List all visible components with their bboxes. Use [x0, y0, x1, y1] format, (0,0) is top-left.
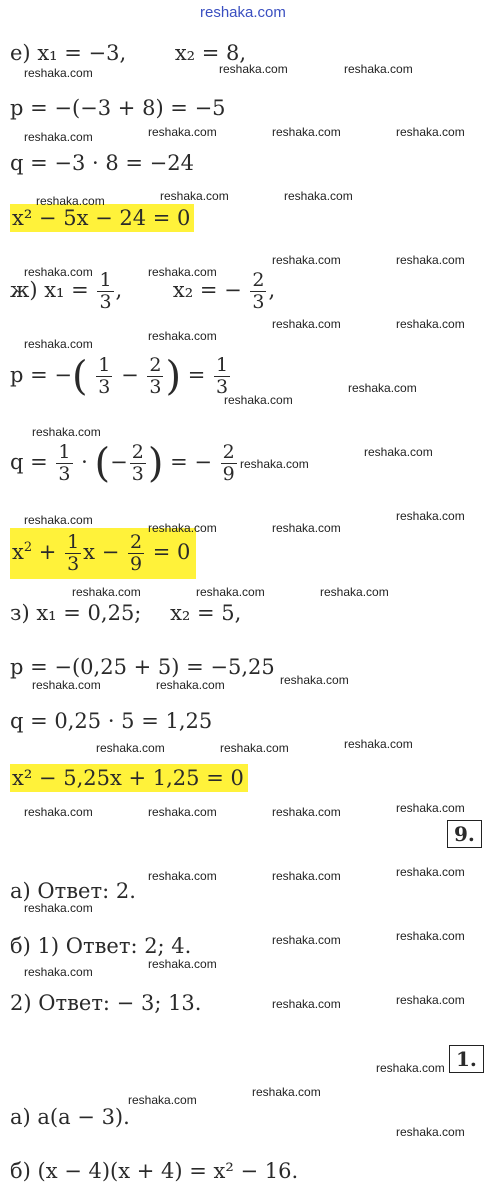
- watermark: reshaka.com: [24, 265, 93, 279]
- watermark: reshaka.com: [24, 965, 93, 979]
- zh-x1-fraction: $\frac{1}{3}$: [99, 269, 112, 313]
- zh-x2-lhs: x₂ = −: [172, 278, 242, 302]
- watermark: reshaka.com: [148, 957, 217, 971]
- zh-q-line: q = $\frac{1}{3}$ · (− $\frac{2}{3}$ ) = − $\frac{2}{9}$: [10, 440, 235, 487]
- watermark: reshaka.com: [32, 678, 101, 692]
- watermark: reshaka.com: [272, 933, 341, 947]
- zh-label: ж): [10, 278, 38, 302]
- watermark: reshaka.com: [272, 805, 341, 819]
- watermark: reshaka.com: [396, 993, 465, 1007]
- task1-a: а) a(a − 3).: [10, 1105, 130, 1129]
- watermark: reshaka.com: [344, 62, 413, 76]
- watermark: reshaka.com: [320, 585, 389, 599]
- task-1-number: 1.: [449, 1045, 484, 1073]
- zh-p-frac-b: $\frac{2}{3}$: [149, 354, 162, 398]
- task1-b: б) (x − 4)(x + 4) = x² − 16.: [10, 1159, 299, 1183]
- watermark: reshaka.com: [272, 317, 341, 331]
- watermark: reshaka.com: [96, 741, 165, 755]
- z-equation-highlight: x² − 5,25x + 1,25 = 0: [10, 764, 248, 792]
- watermark: reshaka.com: [396, 865, 465, 879]
- watermark: reshaka.com: [36, 194, 105, 208]
- watermark: reshaka.com: [220, 741, 289, 755]
- zh-q-frac-a: $\frac{1}{3}$: [58, 441, 71, 485]
- watermark: reshaka.com: [348, 381, 417, 395]
- zh-x1-lhs: x₁ =: [44, 278, 89, 302]
- watermark: reshaka.com: [24, 513, 93, 527]
- watermark: reshaka.com: [240, 457, 309, 471]
- watermark: reshaka.com: [196, 585, 265, 599]
- watermark: reshaka.com: [396, 253, 465, 267]
- watermark: reshaka.com: [272, 521, 341, 535]
- e-label: е): [10, 41, 31, 65]
- z-root2: x₂ = 5,: [170, 601, 242, 625]
- zh-eq-frac-b: $\frac{2}{9}$: [129, 531, 143, 575]
- zh-equation-highlight: $x^2$ + $\frac{1}{3}$ x − $\frac{2}{9}$ = 0: [10, 528, 196, 579]
- zh-q-frac-b: $\frac{2}{3}$: [131, 441, 144, 485]
- z-equation: [10, 765, 248, 791]
- watermark: reshaka.com: [272, 869, 341, 883]
- zh-p-frac-a: $\frac{1}{3}$: [98, 354, 111, 398]
- watermark: reshaka.com: [396, 1125, 465, 1139]
- watermark: reshaka.com: [156, 678, 225, 692]
- zh-p-line: p = −( $\frac{1}{3}$ − $\frac{2}{3}$ ) = $\frac{1}{3}$: [10, 353, 229, 400]
- z-label: з): [10, 601, 30, 625]
- watermark: reshaka.com: [32, 425, 101, 439]
- z-p-line: p = −(0,25 + 5) = −5,25: [10, 655, 275, 679]
- e-equation-highlight: x² − 5x − 24 = 0: [10, 204, 194, 232]
- z-root1: x₁ = 0,25;: [36, 601, 142, 625]
- task9-b1: б) 1) Ответ: 2; 4.: [10, 934, 192, 958]
- watermark: reshaka.com: [396, 509, 465, 523]
- watermark: reshaka.com: [396, 125, 465, 139]
- watermark: reshaka.com: [272, 253, 341, 267]
- watermark: reshaka.com: [148, 125, 217, 139]
- watermark: reshaka.com: [148, 805, 217, 819]
- watermark: reshaka.com: [24, 337, 93, 351]
- e-root1: x₁ = −3,: [37, 41, 127, 65]
- e-roots-line: [10, 40, 246, 66]
- z-q-line: q = 0,25 · 5 = 1,25: [10, 709, 213, 733]
- z-roots-line: [10, 600, 241, 626]
- zh-equation: [10, 528, 196, 579]
- zh-q-frac-result: $\frac{2}{9}$: [222, 441, 235, 485]
- watermark: reshaka.com: [24, 130, 93, 144]
- watermark: reshaka.com: [344, 737, 413, 751]
- watermark: reshaka.com: [376, 1061, 445, 1075]
- task9-a: а) Ответ: 2.: [10, 879, 136, 903]
- watermark: reshaka.com: [396, 801, 465, 815]
- zh-p-frac-result: $\frac{1}{3}$: [216, 354, 229, 398]
- watermark: reshaka.com: [252, 1085, 321, 1099]
- zh-q-lhs: q =: [10, 450, 48, 474]
- watermark: reshaka.com: [148, 869, 217, 883]
- watermark: reshaka.com: [24, 805, 93, 819]
- e-root2: x₂ = 8,: [174, 41, 247, 65]
- watermark: reshaka.com: [364, 445, 433, 459]
- watermark: reshaka.com: [396, 317, 465, 331]
- watermark: reshaka.com: [24, 66, 93, 80]
- e-equation: [10, 205, 194, 231]
- watermark: reshaka.com: [148, 521, 217, 535]
- e-q-line: q = −3 · 8 = −24: [10, 151, 194, 175]
- watermark: reshaka.com: [396, 929, 465, 943]
- watermark: reshaka.com: [272, 997, 341, 1011]
- watermark: reshaka.com: [284, 189, 353, 203]
- watermark: reshaka.com: [24, 901, 93, 915]
- watermark: reshaka.com: [219, 62, 288, 76]
- zh-x2-fraction: $\frac{2}{3}$: [252, 269, 265, 313]
- watermark: reshaka.com: [224, 393, 293, 407]
- watermark: reshaka.com: [72, 585, 141, 599]
- e-p-line: p = −(−3 + 8) = −5: [10, 96, 226, 120]
- zh-p-lhs: p = −: [10, 363, 72, 387]
- watermark: reshaka.com: [160, 189, 229, 203]
- zh-eq-frac-a: $\frac{1}{3}$: [67, 531, 80, 575]
- site-header-link[interactable]: reshaka.com: [200, 4, 286, 21]
- zh-roots-line: ж) x₁ = $\frac{1}{3}$ , x₂ = − $\frac{2}{3}$ ,: [10, 269, 276, 313]
- task-9-number: 9.: [447, 820, 482, 848]
- watermark: reshaka.com: [128, 1093, 197, 1107]
- watermark: reshaka.com: [148, 265, 217, 279]
- task9-b2: 2) Ответ: − 3; 13.: [10, 991, 202, 1015]
- watermark: reshaka.com: [148, 329, 217, 343]
- watermark: reshaka.com: [272, 125, 341, 139]
- watermark: reshaka.com: [280, 673, 349, 687]
